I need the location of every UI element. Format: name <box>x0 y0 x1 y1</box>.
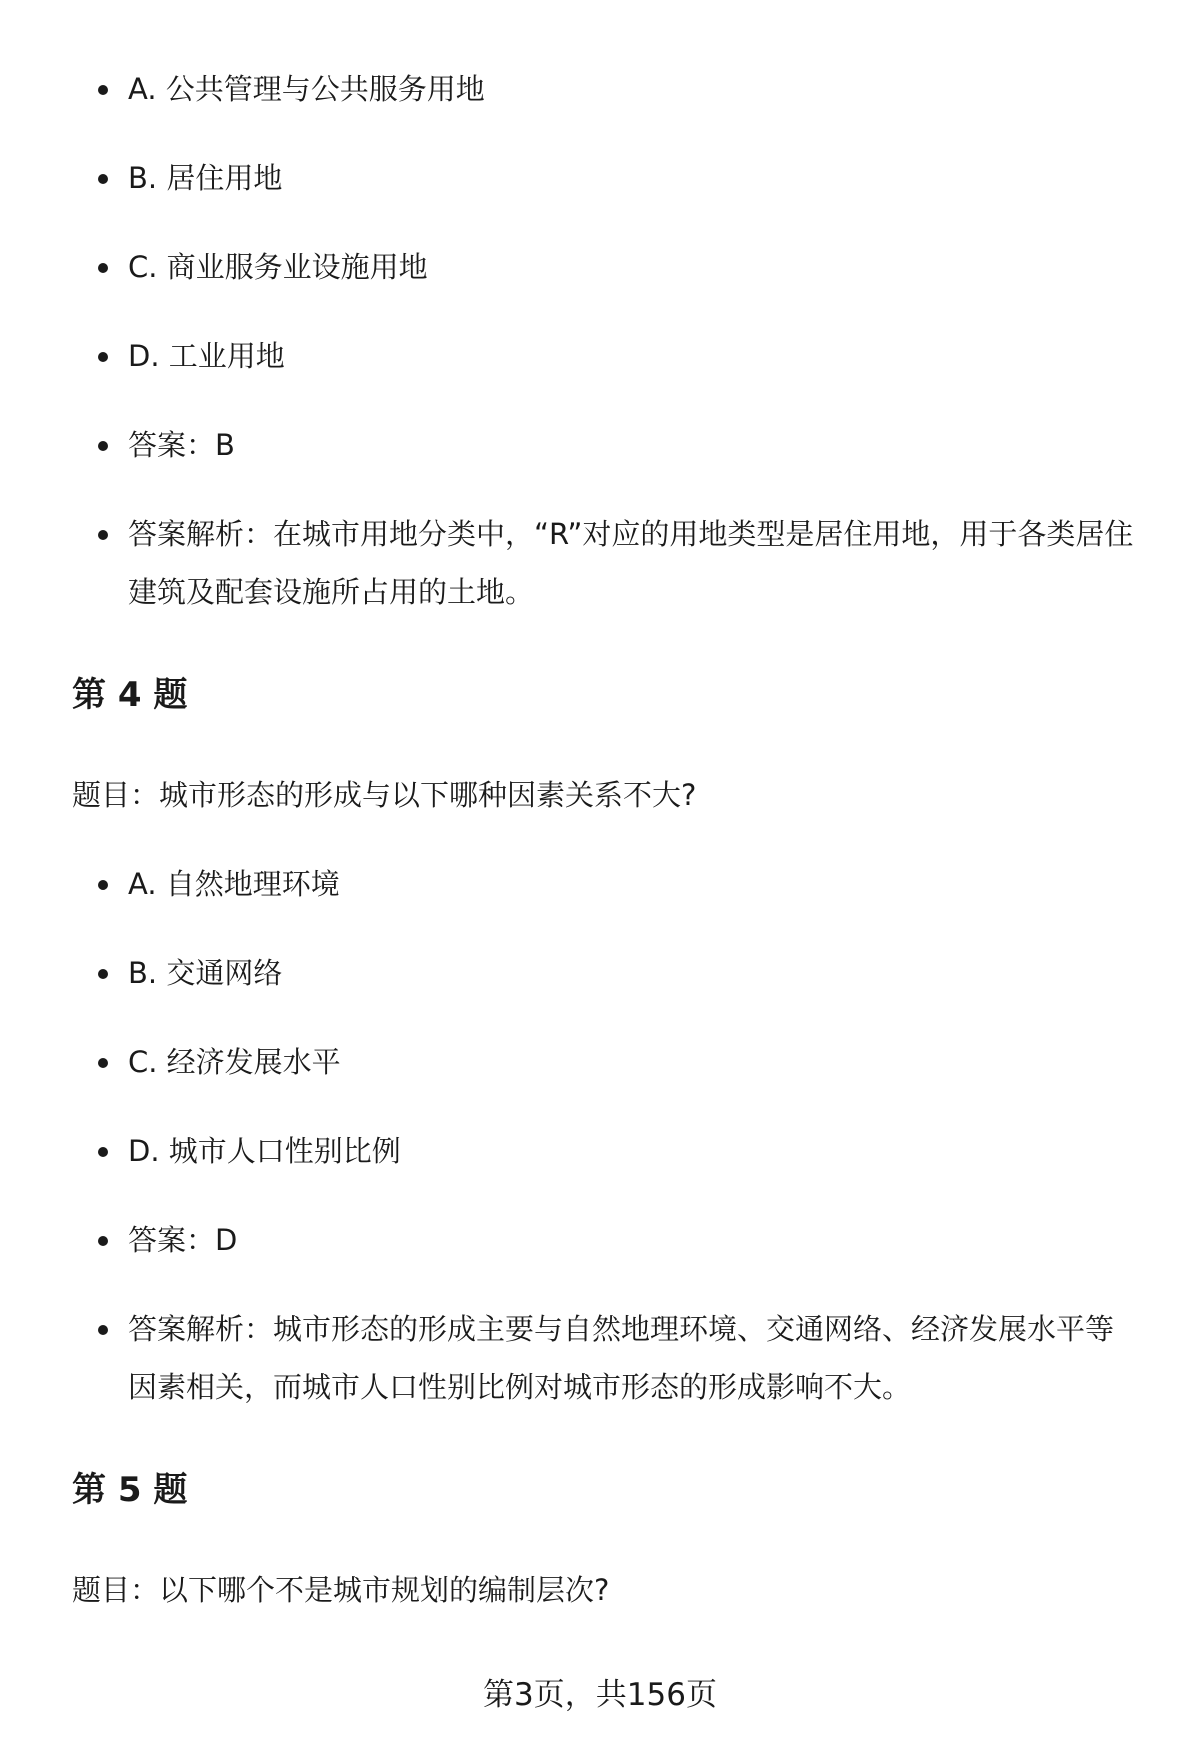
q4-option-a: A. 自然地理环境 <box>0 855 1200 913</box>
q3-answer: 答案：B <box>0 416 1200 474</box>
q4-option-d: D. 城市人口性别比例 <box>0 1122 1200 1180</box>
q4-question: 题目：城市形态的形成与以下哪种因素关系不大? <box>72 778 697 812</box>
q4-option-b: B. 交通网络 <box>0 944 1200 1002</box>
q5-question: 题目：以下哪个不是城市规划的编制层次? <box>72 1573 610 1607</box>
q4-heading: 第 4 题 <box>72 675 188 715</box>
page-number-footer: 第3页，共156页 <box>483 1677 717 1713</box>
q3-option-a: A. 公共管理与公共服务用地 <box>0 60 1200 118</box>
q3-option-d: D. 工业用地 <box>0 327 1200 385</box>
q5-heading: 第 5 题 <box>72 1470 188 1510</box>
q3-option-b: B. 居住用地 <box>0 149 1200 207</box>
q3-option-list <box>0 60 1200 621</box>
q4-analysis: 答案解析：城市形态的形成主要与自然地理环境、交通网络、经济发展水平等因素相关，而城市人口性别比例对城市形态的形成影响不大。 <box>0 1300 1200 1416</box>
q4-answer: 答案：D <box>0 1211 1200 1269</box>
q4-option-c: C. 经济发展水平 <box>0 1033 1200 1091</box>
q3-option-c: C. 商业服务业设施用地 <box>0 238 1200 296</box>
q4-option-list <box>0 855 1200 1416</box>
q3-analysis: 答案解析：在城市用地分类中，“R”对应的用地类型是居住用地，用于各类居住建筑及配套设施所占用的土地。 <box>0 505 1200 621</box>
